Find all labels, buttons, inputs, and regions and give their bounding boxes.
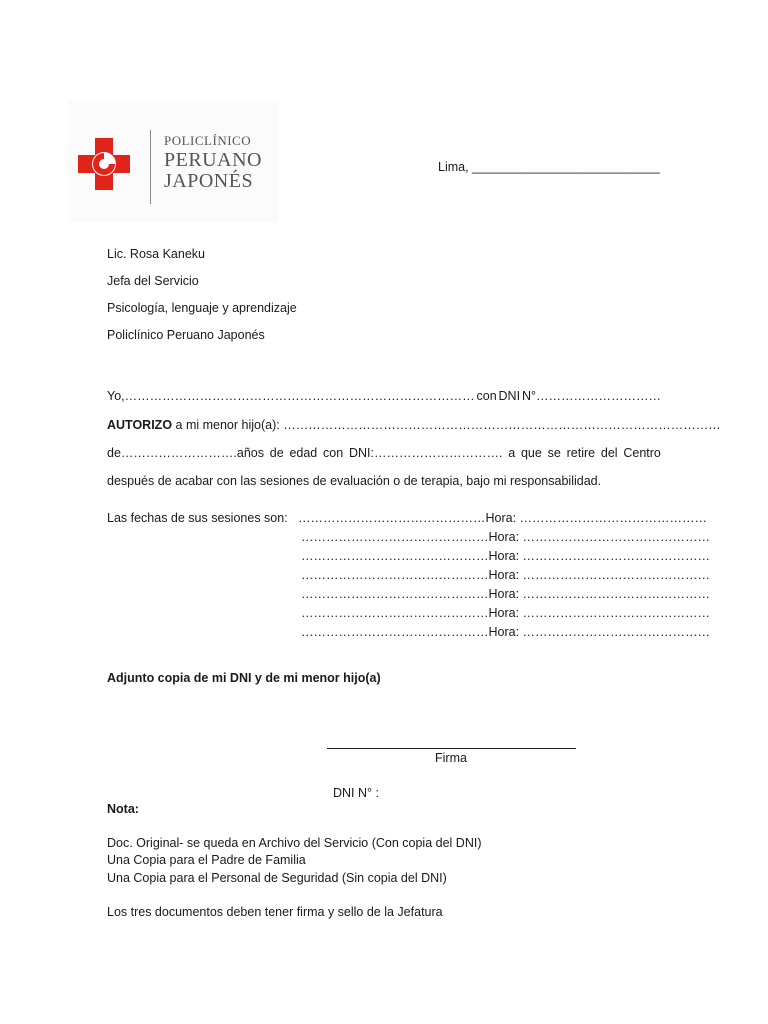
institution-logo	[68, 100, 278, 222]
nota-footer: Los tres documentos deben tener firma y sello de la Jefatura	[107, 905, 443, 919]
word: DNI	[498, 389, 521, 403]
parent-dni-blank: N°…………………………	[521, 389, 661, 403]
place-date-line: Lima, ___________________________	[438, 160, 660, 174]
child-age-blank: de……………………….años	[107, 446, 264, 460]
nota-line: Doc. Original- se queda en Archivo del Servicio (Con copia del DNI)	[107, 836, 482, 850]
word: Centro	[623, 446, 661, 460]
signature-dni-label: DNI N° :	[333, 786, 379, 800]
recipient-department: Psicología, lenguaje y aprendizaje	[107, 301, 297, 315]
word: retire	[566, 446, 596, 460]
logo-text-line3: JAPONÉS	[164, 170, 254, 192]
word: edad	[289, 446, 318, 460]
session-row: ………………………………………Hora: ………………………………………	[301, 549, 711, 563]
word: que	[520, 446, 542, 460]
recipient-institution: Policlínico Peruano Japonés	[107, 328, 265, 342]
session-row: ………………………………………Hora: ………………………………………	[301, 568, 711, 582]
attachment-note: Adjunto copia de mi DNI y de mi menor hijo(a)	[107, 671, 381, 685]
body-line-2	[107, 418, 721, 432]
child-dni-blank: DNI:………………………….	[348, 446, 503, 460]
sessions-label: Las fechas de sus sesiones son:	[107, 511, 288, 525]
red-cross-swirl-icon	[78, 138, 130, 190]
session-row: ………………………………………Hora: ………………………………………	[301, 625, 711, 639]
body-line-1	[107, 389, 661, 403]
body-line-4: después de acabar con las sesiones de evaluación o de terapia, bajo mi responsabilidad.	[107, 474, 602, 488]
logo-text-line2: PERUANO	[164, 149, 262, 171]
parent-name-blank: Yo,…………………………………………………………………………	[107, 389, 475, 403]
word: con	[323, 446, 344, 460]
word: con	[476, 389, 497, 403]
recipient-name: Lic. Rosa Kaneku	[107, 247, 205, 261]
signature-line	[327, 748, 576, 749]
session-row: ………………………………………Hora: ………………………………………	[301, 587, 711, 601]
recipient-position: Jefa del Servicio	[107, 274, 199, 288]
session-row: ………………………………………Hora: ………………………………………	[301, 530, 711, 544]
word: se	[547, 446, 561, 460]
logo-text-line1: POLICLÍNICO	[164, 133, 252, 148]
authorize-keyword: AUTORIZO	[107, 418, 173, 432]
body-line-3	[107, 446, 661, 460]
word: de	[269, 446, 284, 460]
word: del	[600, 446, 618, 460]
session-row: ………………………………………Hora: ………………………………………	[298, 511, 708, 525]
nota-line: Una Copia para el Personal de Seguridad (Sin copia del DNI)	[107, 871, 447, 885]
nota-line: Una Copia para el Padre de Familia	[107, 853, 306, 867]
nota-title: Nota:	[107, 802, 139, 816]
word: a	[508, 446, 516, 460]
signature-label: Firma	[435, 751, 467, 765]
child-name-blank: a mi menor hijo(a): ……………………………………………………………………………………………	[172, 418, 721, 432]
session-row: ………………………………………Hora: ………………………………………	[301, 606, 711, 620]
logo-divider	[150, 130, 151, 204]
